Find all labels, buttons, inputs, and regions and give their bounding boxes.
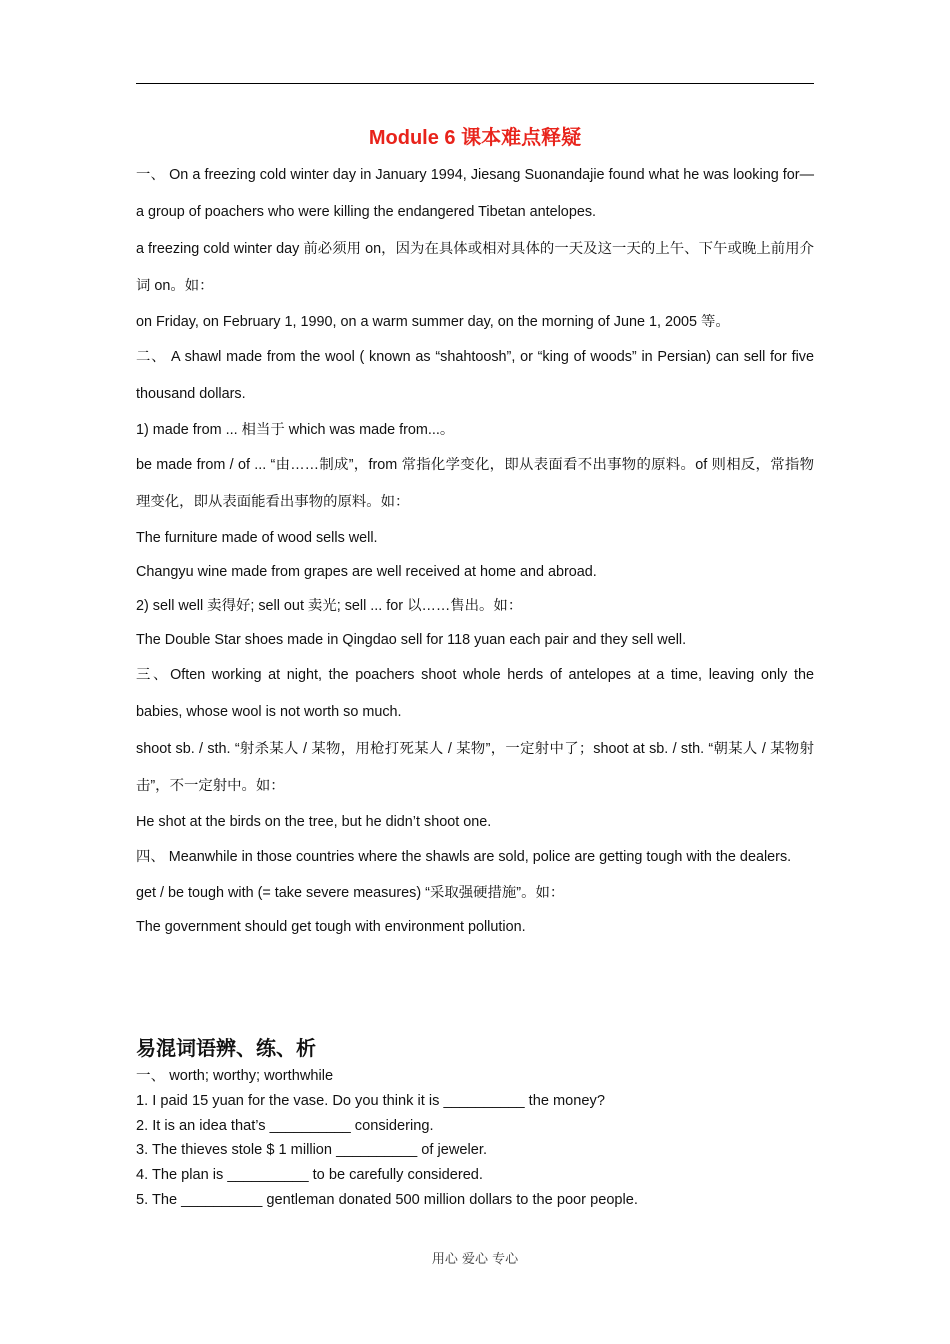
header-rule	[136, 83, 814, 84]
exercise-item: 3. The thieves stole $ 1 million __________ of jeweler.	[136, 1142, 488, 1159]
paragraph: a freezing cold winter day 前必须用 on，因为在具体或相对具体的一天及这一天的上午、下午或晚上前用介词 on。如：	[136, 241, 814, 294]
word-group-line: 一、 worth; worthy; worthwhile	[136, 1068, 334, 1084]
paragraph: He shot at the birds on the tree, but he didn’t shoot one.	[136, 814, 492, 830]
paragraph: 三、Often working at night, the poachers shoot whole herds of antelopes at a time, leaving only the babies, whose wool is not worth so much.	[136, 667, 814, 720]
exercise-item: 5. The __________ gentleman donated 500 million dollars to the poor people.	[136, 1191, 638, 1208]
paragraph: The government should get tough with environment pollution.	[136, 919, 526, 935]
exercise-item: 2. It is an idea that’s __________ considering.	[136, 1117, 434, 1134]
paragraph: be made from / of ... “由……制成”，from 常指化学变化，即从表面看不出事物的原料。of 则相反，常指物理变化，即从表面能看出事物的原料。如：	[136, 457, 814, 510]
paragraph: 一、 On a freezing cold winter day in January 1994, Jiesang Suonandajie found what he was looking for—a group of poachers who were killing the endangered Tibetan antelopes.	[136, 167, 814, 220]
paragraph: 二、 A shawl made from the wool ( known as “shahtoosh”, or “king of woods” in Persian) can sell for five thousand dollars.	[136, 349, 814, 402]
exercise-item: 4. The plan is __________ to be carefully considered.	[136, 1167, 483, 1184]
paragraph: Changyu wine made from grapes are well received at home and abroad.	[136, 564, 597, 580]
paragraph: 2) sell well 卖得好; sell out 卖光; sell ... for 以……售出。如：	[136, 598, 523, 614]
paragraph: The furniture made of wood sells well.	[136, 530, 378, 546]
exercise-list	[136, 1064, 814, 1213]
paragraph: shoot sb. / sth. “射杀某人 / 某物，用枪打死某人 / 某物”，一定射中了；shoot at sb. / sth. “朝某人 / 某物射击”，不一定射中。如：	[136, 741, 814, 794]
paragraph: on Friday, on February 1, 1990, on a warm summer day, on the morning of June 1, 2005 等。	[136, 314, 730, 330]
confusing-words-section	[136, 1034, 814, 1213]
exercise-item: 1. I paid 15 yuan for the vase. Do you think it is __________ the money?	[136, 1092, 605, 1109]
page-title: Module 6 课本难点释疑	[368, 127, 582, 149]
paragraph: The Double Star shoes made in Qingdao sell for 118 yuan each pair and they sell well.	[136, 632, 687, 648]
notes-body	[136, 157, 814, 944]
section-heading: 易混词语辨、练、析	[136, 1036, 316, 1060]
page-footer: 用心 爱心 专心	[431, 1252, 519, 1267]
paragraph: 1) made from ... 相当于 which was made from...。	[136, 422, 455, 438]
paragraph: 四、 Meanwhile in those countries where the shawls are sold, police are getting tough with the dealers.	[136, 849, 792, 865]
paragraph: get / be tough with (= take severe measures) “采取强硬措施”。如：	[136, 885, 565, 901]
